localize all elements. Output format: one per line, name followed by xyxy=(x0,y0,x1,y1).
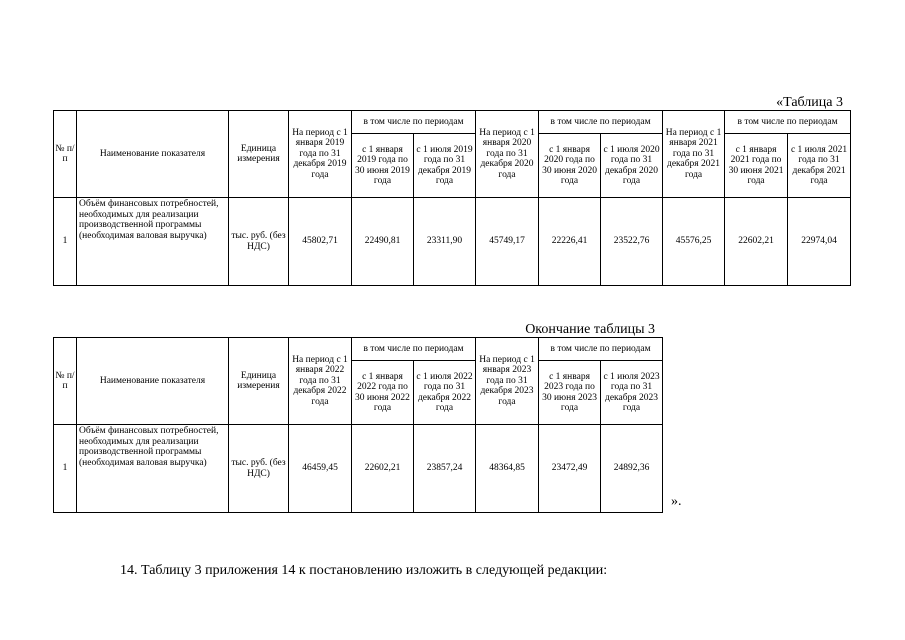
value-2020-h2: 23522,76 xyxy=(601,198,663,286)
row-indicator-name: Объём финансовых потребностей, необходимых для реализации производственной программы (необходимая валовая выручка) xyxy=(77,425,229,513)
value-2022-h1: 22602,21 xyxy=(352,425,414,513)
amendment-paragraph: 14. Таблицу 3 приложения 14 к постановлению изложить в следующей редакции: xyxy=(120,563,608,578)
value-2023-h2: 24892,36 xyxy=(601,425,663,513)
header-unit: Единица измерения xyxy=(229,111,289,198)
header-2020-h1: с 1 января 2020 года по 30 июня 2020 года xyxy=(539,134,601,198)
table2 xyxy=(53,337,663,513)
row-unit: тыс. руб. (без НДС) xyxy=(229,425,289,513)
value-2019-h1: 22490,81 xyxy=(352,198,414,286)
header-number: № п/п xyxy=(54,111,77,198)
header-subperiods-2022: в том числе по периодам xyxy=(352,338,476,361)
table-row xyxy=(54,198,851,286)
header-subperiods-2019: в том числе по периодам xyxy=(352,111,476,134)
header-2021-h2: с 1 июля 2021 года по 31 декабря 2021 года xyxy=(788,134,851,198)
table-row xyxy=(54,425,663,513)
closing-quote: ». xyxy=(671,494,682,509)
header-2022-h1: с 1 января 2022 года по 30 июня 2022 года xyxy=(352,361,414,425)
header-indicator-name: Наименование показателя xyxy=(77,111,229,198)
header-number: № п/п xyxy=(54,338,77,425)
value-2021-full: 45576,25 xyxy=(663,198,725,286)
value-2019-h2: 23311,90 xyxy=(414,198,476,286)
header-period-2020: На период с 1 января 2020 года по 31 декабря 2020 года xyxy=(476,111,539,198)
value-2020-full: 45749,17 xyxy=(476,198,539,286)
table1 xyxy=(53,110,851,286)
header-2022-h2: с 1 июля 2022 года по 31 декабря 2022 года xyxy=(414,361,476,425)
header-2019-h1: с 1 января 2019 года по 30 июня 2019 года xyxy=(352,134,414,198)
table2-caption: Окончание таблицы 3 xyxy=(525,322,655,337)
row-number: 1 xyxy=(54,425,77,513)
header-2023-h2: с 1 июля 2023 года по 31 декабря 2023 года xyxy=(601,361,663,425)
value-2023-full: 48364,85 xyxy=(476,425,539,513)
value-2021-h2: 22974,04 xyxy=(788,198,851,286)
header-2020-h2: с 1 июля 2020 года по 31 декабря 2020 года xyxy=(601,134,663,198)
header-2019-h2: с 1 июля 2019 года по 31 декабря 2019 года xyxy=(414,134,476,198)
value-2021-h1: 22602,21 xyxy=(725,198,788,286)
value-2022-full: 46459,45 xyxy=(289,425,352,513)
value-2022-h2: 23857,24 xyxy=(414,425,476,513)
header-unit: Единица измерения xyxy=(229,338,289,425)
value-2020-h1: 22226,41 xyxy=(539,198,601,286)
row-unit: тыс. руб. (без НДС) xyxy=(229,198,289,286)
header-2023-h1: с 1 января 2023 года по 30 июня 2023 года xyxy=(539,361,601,425)
header-2021-h1: с 1 января 2021 года по 30 июня 2021 года xyxy=(725,134,788,198)
row-indicator-name: Объём финансовых потребностей, необходимых для реализации производственной программы (необходимая валовая выручка) xyxy=(77,198,229,286)
header-subperiods-2020: в том числе по периодам xyxy=(539,111,663,134)
header-period-2021: На период с 1 января 2021 года по 31 декабря 2021 года xyxy=(663,111,725,198)
header-period-2023: На период с 1 января 2023 года по 31 декабря 2023 года xyxy=(476,338,539,425)
header-period-2019: На период с 1 января 2019 года по 31 декабря 2019 года xyxy=(289,111,352,198)
value-2023-h1: 23472,49 xyxy=(539,425,601,513)
header-period-2022: На период с 1 января 2022 года по 31 декабря 2022 года xyxy=(289,338,352,425)
value-2019-full: 45802,71 xyxy=(289,198,352,286)
header-subperiods-2021: в том числе по периодам xyxy=(725,111,851,134)
header-indicator-name: Наименование показателя xyxy=(77,338,229,425)
header-subperiods-2023: в том числе по периодам xyxy=(539,338,663,361)
table1-caption: «Таблица 3 xyxy=(776,95,843,110)
row-number: 1 xyxy=(54,198,77,286)
